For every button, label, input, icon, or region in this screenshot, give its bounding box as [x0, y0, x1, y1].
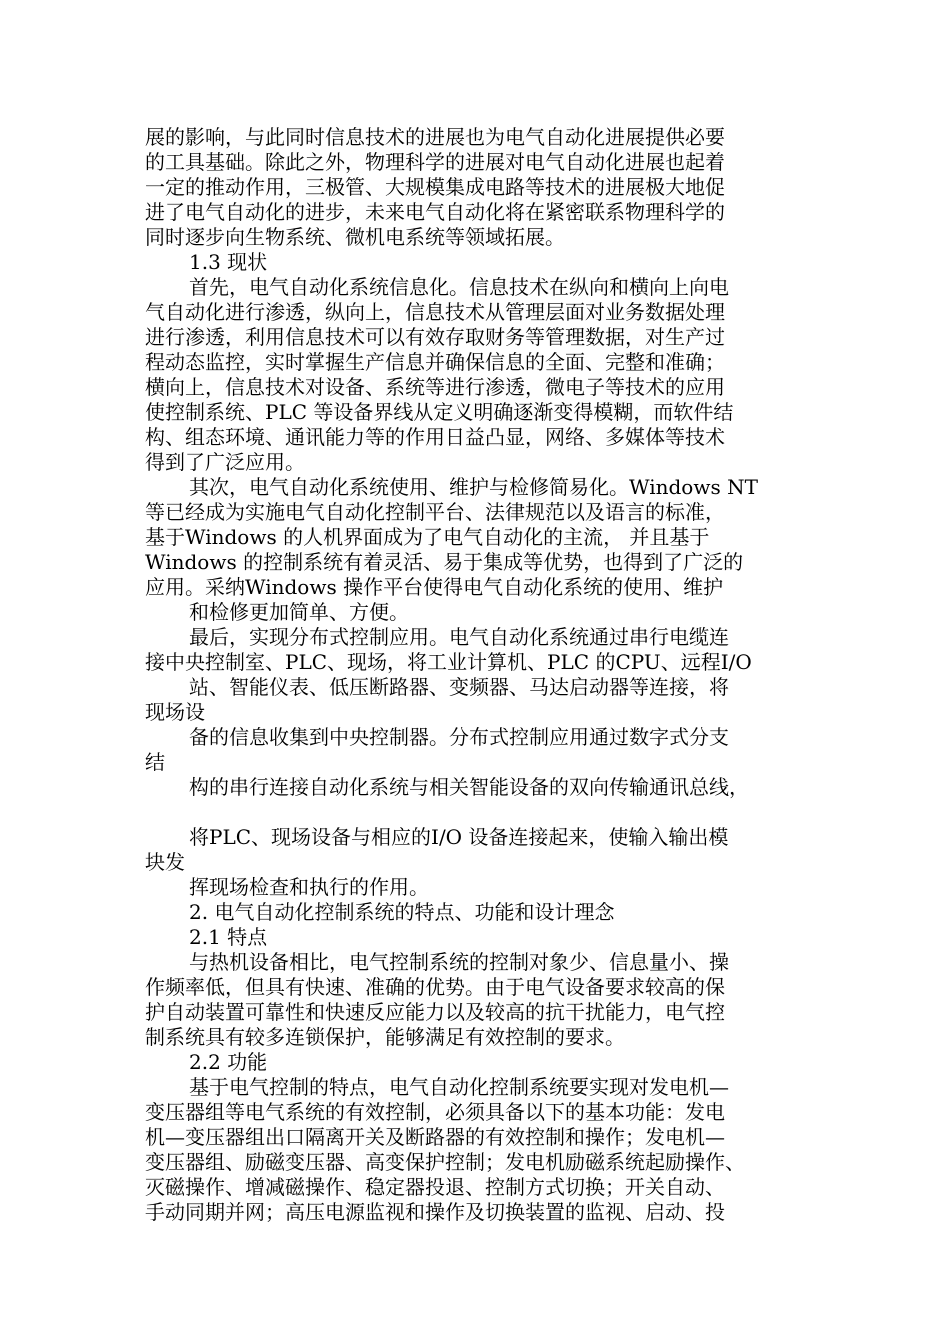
paragraph-line: 挥现场检查和执行的作用。 [189, 875, 429, 899]
paragraph-line: 构、组态环境、通讯能力等的作用日益凸显，网络、多媒体等技术 [145, 425, 725, 449]
paragraph-line: 现场设 [145, 700, 205, 724]
paragraph-line: 块发 [145, 850, 185, 874]
paragraph-line: 备的信息收集到中央控制器。分布式控制应用通过数字式分支 [189, 725, 729, 749]
paragraph-line: 应用。采纳Windows 操作平台使得电气自动化系统的使用、维护 [145, 575, 724, 599]
paragraph-line: 的工具基础。除此之外，物理科学的进展对电气自动化进展也起着 [145, 150, 725, 174]
paragraph-line: 基于电气控制的特点，电气自动化控制系统要实现对发电机— [189, 1075, 729, 1099]
paragraph-line: Windows 的控制系统有着灵活、易于集成等优势，也得到了广泛的 [145, 550, 744, 574]
paragraph-line: 制系统具有较多连锁保护，能够满足有效控制的要求。 [145, 1025, 625, 1049]
paragraph-line: 与热机设备相比，电气控制系统的控制对象少、信息量小、操 [189, 950, 729, 974]
section-heading: 1.3 现状 [189, 250, 268, 274]
section-heading: 2.1 特点 [189, 925, 268, 949]
paragraph-line: 最后，实现分布式控制应用。电气自动化系统通过串行电缆连 [189, 625, 729, 649]
paragraph-line: 接中央控制室、PLC、现场，将工业计算机、PLC 的CPU、远程I/O [145, 650, 752, 674]
section-heading: 2.2 功能 [189, 1050, 268, 1074]
paragraph-line: 结 [145, 750, 165, 774]
paragraph-line: 进行渗透，利用信息技术可以有效存取财务等管理数据，对生产过 [145, 325, 725, 349]
paragraph-line: 其次，电气自动化系统使用、维护与检修简易化。Windows NT [189, 475, 758, 499]
paragraph-line: 同时逐步向生物系统、微机电系统等领域拓展。 [145, 225, 565, 249]
paragraph-line: 构的串行连接自动化系统与相关智能设备的双向传输通讯总线， [189, 775, 749, 799]
paragraph-line: 站、智能仪表、低压断路器、变频器、马达启动器等连接，将 [189, 675, 729, 699]
paragraph-line: 和检修更加简单、方便。 [189, 600, 409, 624]
paragraph-line: 气自动化进行渗透，纵向上，信息技术从管理层面对业务数据处理 [145, 300, 725, 324]
paragraph-line: 机—变压器组出口隔离开关及断路器的有效控制和操作；发电机— [145, 1125, 725, 1149]
paragraph-line: 得到了广泛应用。 [145, 450, 305, 474]
paragraph-line: 等已经成为实施电气自动化控制平台、法律规范以及语言的标准， [145, 500, 725, 524]
paragraph-line: 一定的推动作用，三极管、大规模集成电路等技术的进展极大地促 [145, 175, 725, 199]
paragraph-line: 将PLC、现场设备与相应的I/O 设备连接起来，使输入输出模 [189, 825, 729, 849]
paragraph-line: 基于Windows 的人机界面成为了电气自动化的主流， 并且基于 [145, 525, 710, 549]
paragraph-line: 使控制系统、PLC 等设备界线从定义明确逐渐变得模糊，而软件结 [145, 400, 734, 424]
paragraph-line: 首先，电气自动化系统信息化。信息技术在纵向和横向上向电 [189, 275, 729, 299]
paragraph-line: 灭磁操作、增减磁操作、稳定器投退、控制方式切换；开关自动、 [145, 1175, 725, 1199]
paragraph-line: 横向上，信息技术对设备、系统等进行渗透，微电子等技术的应用 [145, 375, 725, 399]
paragraph-line: 护自动装置可靠性和快速反应能力以及较高的抗干扰能力，电气控 [145, 1000, 725, 1024]
paragraph-line: 手动同期并网；高压电源监视和操作及切换装置的监视、启动、投 [145, 1200, 725, 1224]
paragraph-line: 变压器组、励磁变压器、高变保护控制；发电机励磁系统起励操作、 [145, 1150, 745, 1174]
paragraph-line: 进了电气自动化的进步，未来电气自动化将在紧密联系物理科学的 [145, 200, 725, 224]
paragraph-line: 展的影响，与此同时信息技术的进展也为电气自动化进展提供必要 [145, 125, 725, 149]
paragraph-line: 变压器组等电气系统的有效控制，必须具备以下的基本功能：发电 [145, 1100, 725, 1124]
section-heading: 2. 电气自动化控制系统的特点、功能和设计理念 [189, 900, 615, 924]
paragraph-line: 程动态监控，实时掌握生产信息并确保信息的全面、完整和准确； [145, 350, 725, 374]
paragraph-line: 作频率低，但具有快速、准确的优势。由于电气设备要求较高的保 [145, 975, 725, 999]
